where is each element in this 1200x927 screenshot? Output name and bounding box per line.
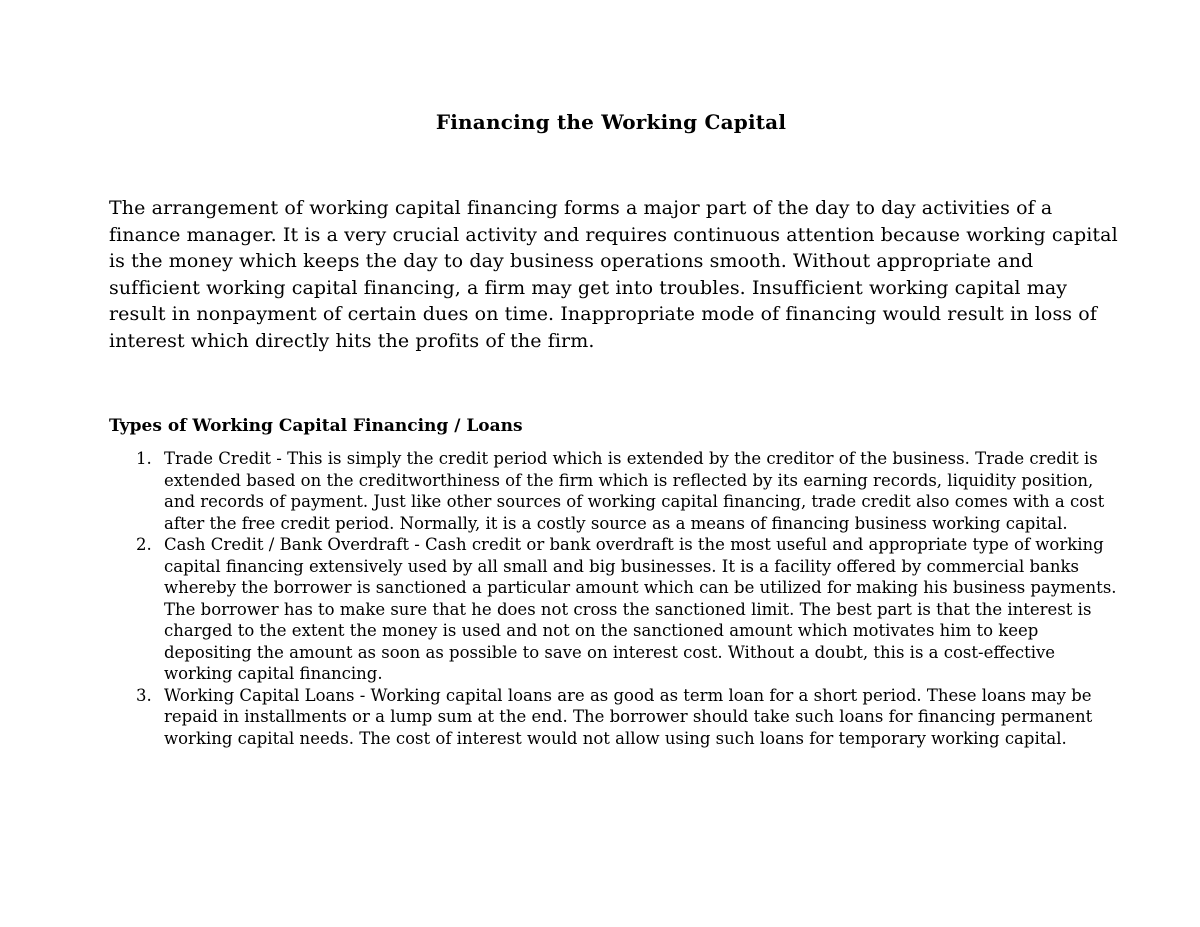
page-title: Financing the Working Capital bbox=[435, 110, 787, 134]
list-item-working-capital-loans bbox=[109, 685, 1119, 750]
list-item-text: Cash Credit / Bank Overdraft - Cash credit or bank overdraft is the most useful and appropriate type of working capital financing extensively used by all small and big businesses. It is a facility offered by commercial banks whereby the borrower is sanctioned a particular amount which can be utilized for making his business payments. The borrower has to make sure that he does not cross the sanctioned limit. The best part is that the interest is charged to the extent the money is used and not on the sanctioned amount which motivates him to keep depositing the amount as soon as possible to save on interest cost. Without a doubt, this is a cost-effective working capital financing. bbox=[164, 535, 1117, 683]
list-item-number: 1. bbox=[136, 449, 152, 468]
section-heading: Types of Working Capital Financing / Loans bbox=[109, 416, 523, 436]
list-item-number: 2. bbox=[136, 535, 152, 554]
list-item-number: 3. bbox=[136, 685, 152, 705]
list-item-trade-credit bbox=[109, 448, 1119, 534]
list-item-text: Trade Credit - This is simply the credit period which is extended by the creditor of the business. Trade credit is extended based on the creditworthiness of the firm which is reflected by its earning records, liquidity position, and records of payment. Just like other sources of working capital financing, trade credit also comes with a cost after the free credit period. Normally, it is a costly source as a means of financing business working capital. bbox=[164, 449, 1105, 533]
financing-types-list bbox=[109, 448, 1119, 749]
list-item-cash-credit bbox=[109, 534, 1119, 685]
list-item-text: Working Capital Loans - Working capital loans are as good as term loan for a short period. These loans may be repaid in installments or a lump sum at the end. The borrower should take such loans for financing permanent working capital needs. The cost of interest would not allow using such loans for temporary working capital. bbox=[164, 685, 1093, 748]
intro-paragraph: The arrangement of working capital financing forms a major part of the day to day activities of a finance manager. It is a very crucial activity and requires continuous attention because working capital is the money which keeps the day to day business operations smooth. Without appropriate and sufficient working capital financing, a firm may get into troubles. Insufficient working capital may result in nonpayment of certain dues on time. Inappropriate mode of financing would result in loss of interest which directly hits the profits of the firm. bbox=[109, 197, 1118, 352]
